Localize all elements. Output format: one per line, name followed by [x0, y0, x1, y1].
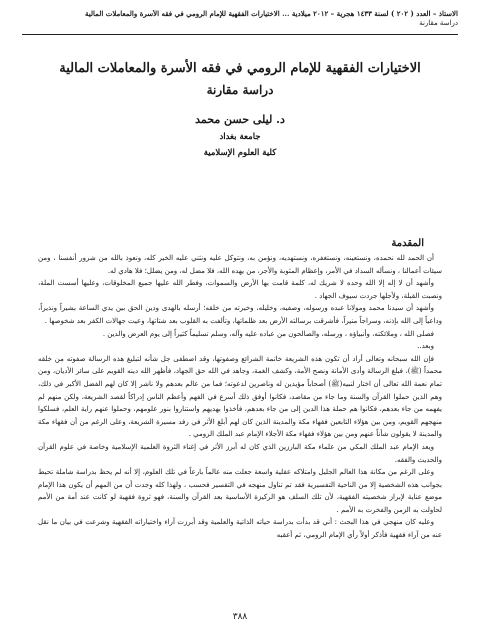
header-rule [22, 34, 458, 35]
running-header [22, 10, 458, 28]
title-block [40, 60, 440, 158]
paragraph: وأشهد أن سيدنا محمد ومولانا عبده ورسوله، وصفيه، وخليله، وخيرته من خلقه؛ أرسله بالهدى ودين الحق بين يدي الساعة بشيراً ونذيراً، وداعياً إلى الله بإذنه، وسراجاً منيراً، فأشرقت برسالته الأرض بعد ظلماتها، وتألفت به القلوب بعد شتاتها، وعيت جهالات الكفر بعد شخوصها . [38, 304, 442, 325]
paragraph: وبعد.. [417, 342, 434, 351]
section-heading: المقدمة [391, 238, 424, 249]
paragraph: وعليه كان منهجي في هذا البحث : أني قد بدأت بدراسة حياته الذاتية والعلمية وقد أبرزت آراء واختياراته الفقهية وشرعت في بيان ما نقل عنه من آراء فقهية فأذكر أولاً رأي الإمام الرومي، ثم أعقبه [38, 518, 442, 540]
paper-subtitle: دراسة مقارنة [206, 82, 274, 97]
paragraph: وعلى الرغم من مكانة هذا العالم الجليل وامتلاكه عقلية واسعة جعلت منه عالماً بارعاً في تلك العلوم، إلا أنه لم يحظ بدراسة شاملة تحيط بجوانب هذه الشخصية إلا من الناحية التفسيرية فقد تم تناول منهجه في التفسير فحسب ، ولهذا كله وجدت أن من المهم أن يكون هذا الإمام موضع عناية لإبراز شخصيته الفقهية، لأن تلك السلف هو الركيزة الأساسية بعد القرآن والسنة، فهو ثروة فقهية لو كانت عند أمة من الأمم لحاولت به الزمن والفخرت به الأمم . [38, 468, 442, 514]
college-name: كلية العلوم الإسلامية [203, 147, 277, 158]
paragraph: ويعد الإمام عبد الملك المكي من علماء مكة البارزين الذي كان له أبرز الأثر في إغناء الثروة العلمية الإسلامية وخاصة في علوم القرآن والحديث والفقه. [38, 442, 442, 464]
paragraph: فصلى الله ، وملائكته، وأنبياؤه ، ورسله، والصالحون من عباده عليه وآله، وسلم تسليماً كثيراً إلى يوم العرض والدين . [102, 329, 434, 338]
running-header-line2: دراسة مقارنة [419, 18, 458, 27]
paragraph: أن الحمد لله نحمده، ونستعينه، ونستغفره، ونستهديه، ونؤمن به، ونتوكل عليه ونثني عليه الخير كله، ونعوذ بالله من شرور أنفسنا ، ومن سيئات أعمالنا ، ونسأله السداد في الأمر، وإعظام المثوبة والأجر، من يهده الله، فلا مضل له، ومن يضلل؛ فلا هادي له. [38, 254, 442, 275]
body-text [38, 252, 442, 582]
author-name: د. ليلى حسن محمد [195, 112, 285, 126]
university-name: جامعة بغداد [219, 131, 261, 142]
running-header-line1: الاستاذ – العدد ( ٢٠٢ ) لسنة ١٤٣٣ هجرية – ٢٠١٢ ميلادية ... الاختيارات الفقهية للإمام الرومي في فقه الأسرة والمعاملات المالية [85, 10, 458, 18]
paragraph: وأشهد أن لا إله إلا الله وحده لا شريك له، كلمة قامت بها الأرض والسموات، وفطر الله عليها جميع المخلوقات، وعليها أسست الملة، ونصبت القبلة، ولأجلها جردت سيوف الجهاد . [38, 279, 442, 300]
page-number: ٣٨٨ [232, 612, 248, 622]
paper-title: الاختيارات الفقهية للإمام الرومي في فقه الأسرة والمعاملات المالية [59, 61, 421, 76]
paragraph: فإن الله سبحانه وتعالى أراد أن تكون هذه الشريعة خاتمة الشرائع وصفوتها، وقد اصطفى جل شأنه لتبليغ هذه الرسالة صفوته من خلقه محمداً (ﷺ)، فبلغ الرسالة وأدى الأمانة ونصح الأمة، وكشف الغمة، وجاهد في الله حق الجهاد، فأظهر الله دينه القويم على سائر الأديان، ومن تمام نعمة الله تعالى أن اختار لنبيه(ﷺ) أصحاباً مؤيدين له وناصرين لدعوته؛ فما من عالم بعدهم ولا ناشر إلا كان لهم الفضل الأكبر في ذلك، وهم الذين حملوا القرآن والسنة وما جاء من مقاصد، فكانوا أوفق ذلك أسرع في الفهم وأعظم الناس إدراكاً لقصد الشريعة، ولكن منهم لم يفهمه من جاء بعدهم، فكانوا هم حملة هذا الدين إلى من جاء بعدهم، فأخذوا بهديهم واستناروا بنور علومهم، وحملوا عنهم راية العلم، فسلكوا منهجهم القويم، ومن بين هؤلاء التابعين فقهاء مكة والمدينة الذين كان لهم أبلغ الأثر في رفد مسيرة الشريعة، وعلى الرغم من أن فقهاء مكة والمدينة لا يقولون شأناً عنهم ومن بين هؤلاء فقهاء مكة الأجلاء الإمام عبد الملك الرومي . [38, 354, 442, 439]
